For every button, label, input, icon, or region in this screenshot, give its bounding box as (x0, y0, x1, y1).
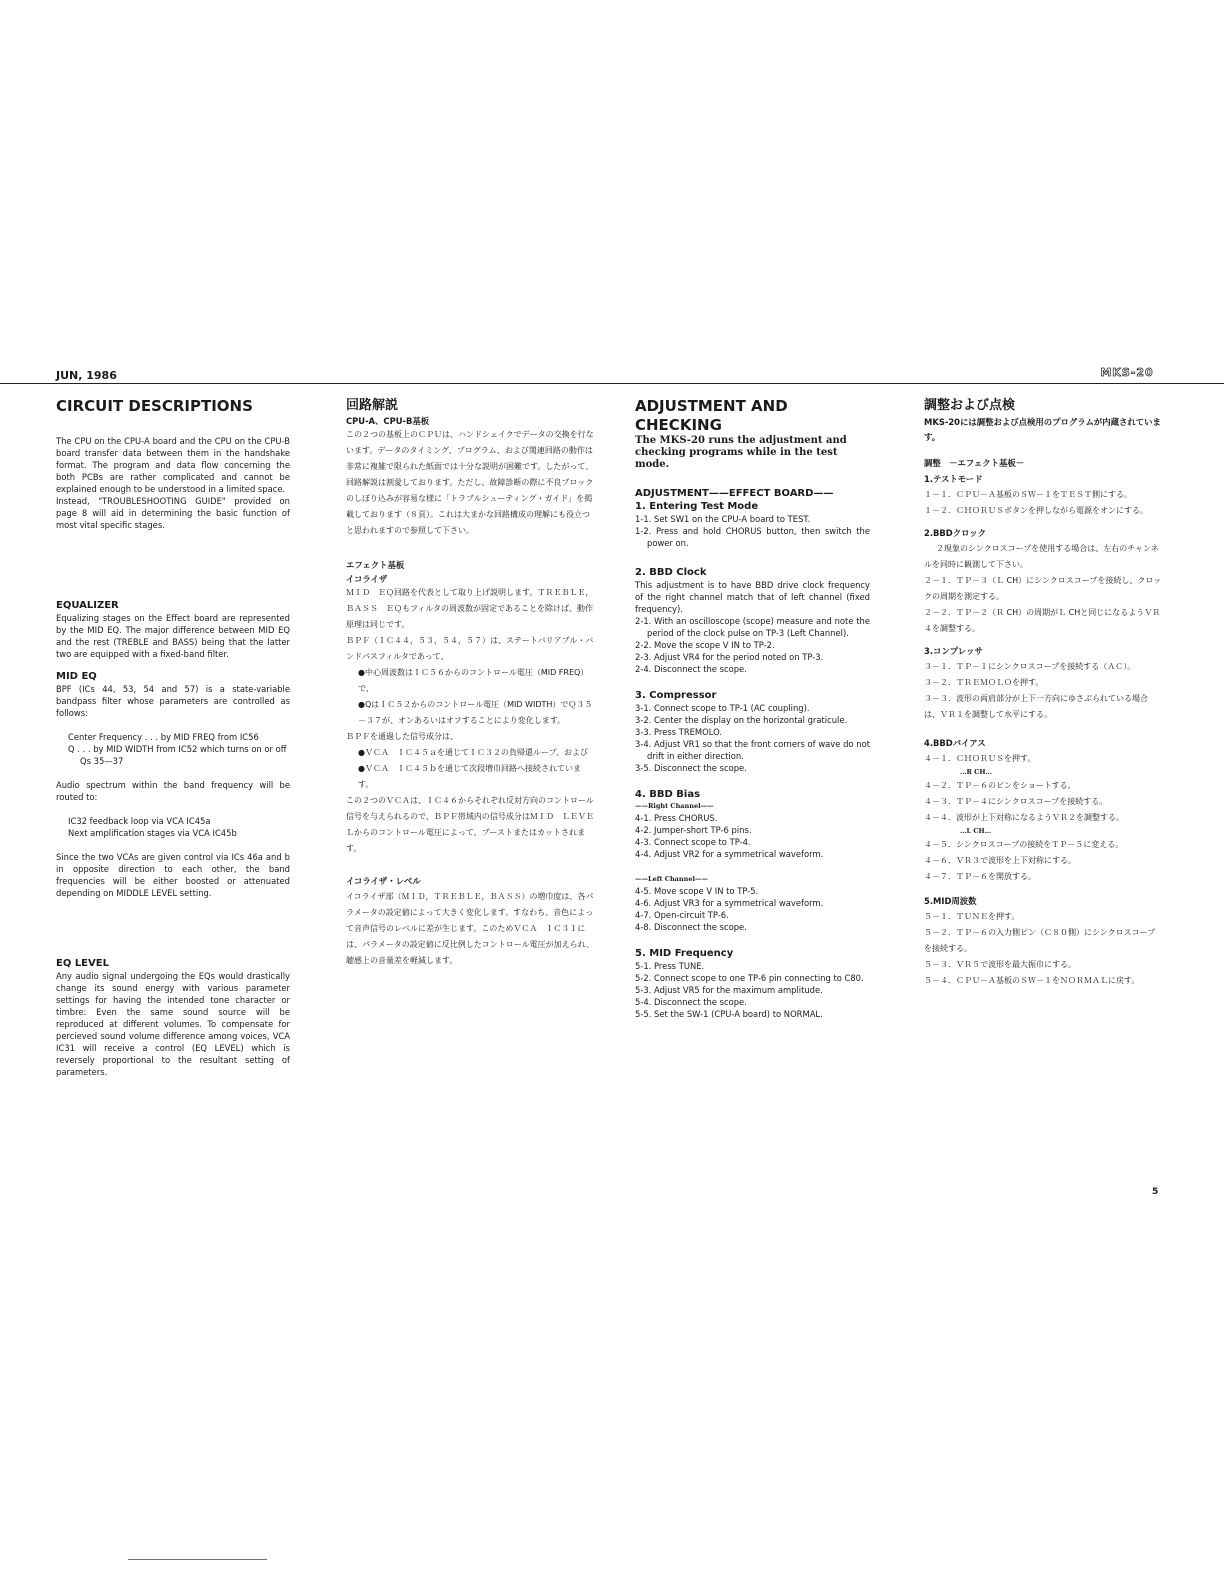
mid-eq-list-item: Q . . . by MID WIDTH from IC52 which turns on or off Qs 35—37 (68, 744, 287, 766)
circuit-descriptions-jp-column (346, 397, 596, 969)
step-item: 4-3. Connect scope to TP-4. (635, 837, 751, 847)
bbd-clock-paragraph: This adjustment is to have BBD drive clock frequency of the right channel match that of left channel (fixed frequency). (635, 580, 870, 614)
mid-eq-paragraph: BPF (ICs 44, 53, 54 and 57) is a state-variable bandpass filter whose parameters are controlled as follows: (56, 684, 290, 718)
step-item: 4-7. Open-circuit TP-6. (635, 910, 729, 920)
step-item: 2-3. Adjust VR4 for the period noted on TP-3. (635, 652, 824, 662)
equalizer-paragraph: Equalizing stages on the Effect board are represented by the MID EQ. The major difference between MID EQ and the rest (TREBLE and BASS) being that the latter two are equipped with a fixed-band filter. (56, 613, 290, 659)
step-item: 4-1. Press CHORUS. (635, 813, 718, 823)
bpf-jp-bullet: ●中心周波数はＩＣ５６からのコントロール電圧（MID FREQ）で、 (358, 668, 589, 693)
step-item: 4-5. Move scope V IN to TP-5. (635, 886, 759, 896)
vca-control-jp-paragraph: この２つのＶＣＡは、ＩＣ４６からそれぞれ反対方向のコントロール信号を与えられるので、ＢＰＦ帯域内の信号成分はＭＩＤ ＬＥＶＥＬからのコントロール電圧によって、ブーストまたはカットされます。 (346, 796, 594, 853)
cpu-boards-paragraph: この２つの基板上のＣＰＵは、ハンドシェイクでデータの交換を行ないます。データのタイミング、プログラム、および関連回路の動作は非常に複雑で限られた紙面では十分な説明が困難です。したがって、回路解説は割愛しております。ただし、故障診断の際に不良ブロックのしぼり込みが容易な様に「トラブルシューティング・ガイド」を掲載しております（８頁）。これは大まかな回路構成の理解にも役立つと思われますので参照して下さい。 (346, 430, 594, 535)
page-number: 5 (1152, 1187, 1159, 1197)
step-item: 5-4. Disconnect the scope. (635, 997, 747, 1007)
eq-level-jp-heading: イコライザ・レベル (346, 876, 421, 886)
mid-eq-list-item: Center Frequency . . . by MID FREQ from IC56 (68, 732, 259, 742)
eq-level-paragraph: Any audio signal undergoing the EQs would drastically change its sound energy with various parameter settings for having the intended tone character or timbre: Even the same sound source will be reproduced at different volumes. To compensate for percieved sound volume difference among voices, VCA IC31 will receive a control (EQ LEVEL) which is reversely proportional to the resultant setting of parameters. (56, 971, 290, 1077)
compressor-heading: 3. Compressor (635, 690, 717, 701)
step-item: 5-5. Set the SW-1 (CPU-A board) to NORMAL. (635, 1009, 823, 1019)
adjustment-jp-title: 調整および点検 (924, 398, 1016, 413)
step-item: 4-6. Adjust VR3 for a symmetrical waveform. (635, 898, 824, 908)
eq-level-jp-paragraph: イコライザ部（ＭＩＤ，ＴＲＥＢＬＥ，ＢＡＳＳ）の増巾度は、各パラメータの設定値によって大きく変化します。すなわち、音色によって音声信号のレベルに差が生じます。このためＶＣＡ ＩＣ３１には、パラメータの設定値に反比例したコントロール電圧が加えられ、聴感上の音量差を軽減します。 (346, 892, 595, 965)
step-item-jp: ５－３．ＶＲ５で波形を最大振巾にする。 (924, 960, 1076, 969)
step-item-jp: １－１．ＣＰＵ－Ａ基板のＳＷ－１をＴＥＳＴ側にする。 (924, 490, 1132, 499)
step-item: 1-1. Set SW1 on the CPU-A board to TEST. (635, 514, 811, 524)
audio-list-item: IC32 feedback loop via VCA IC45a (68, 816, 211, 826)
header-model-logo: MKS-20 (1100, 366, 1154, 379)
bbd-bias-jp-heading: 4.BBDバイアス (924, 738, 986, 748)
bbd-bias-heading: 4. BBD Bias (635, 789, 701, 800)
vca-jp-bullet: ●ＶＣＡ ＩＣ４５ｂを通じて次段増巾回路へ接続されています。 (358, 764, 581, 789)
step-item: 3-2. Center the display on the horizontal graticule. (635, 715, 848, 725)
step-item-jp: ４－５．シンクロスコープの接続をＴＰ－５に変える。 (924, 840, 1124, 849)
step-item-jp: ２－２．ＴＰ－２（Ｒ CH）の周期がＬ CHと同じになるようＶＲ４を調整する。 (924, 608, 1161, 633)
step-item-jp: ４－４．波形が上下対称になるようＶＲ２を調整する。 (924, 813, 1124, 822)
adjustment-column (635, 397, 870, 1020)
bpf-jp-bullet: ●QはＩＣ５２からのコントロール電圧（MID WIDTH）でＱ３５－３７が、オンあるいはオフすることにより変化します。 (358, 700, 593, 725)
step-item-jp: ４－６．ＶＲ３で波形を上下対称にする。 (924, 856, 1076, 865)
bbd-clock-jp-heading: 2.BBDクロック (924, 528, 987, 538)
compressor-jp-heading: 3.コンプレッサ (924, 646, 983, 656)
step-item-jp: ４－２．ＴＰ－６のピンをショートする。 (924, 781, 1076, 790)
vca-paragraph: Since the two VCAs are given control via ICs 46a and b in opposite direction to each other, the band frequencies will be either boosted or attenuated depending on MIDDLE LEVEL setting. (56, 852, 290, 898)
bpf-output-jp-paragraph: ＢＰＦを通過した信号成分は、 (346, 732, 458, 741)
step-item-jp: ５－２．ＴＰ－６の入力側ピン（Ｃ８０側）にシンクロスコープを接続する。 (924, 928, 1156, 953)
effect-board-jp-heading: 調整 －エフェクト基板－ (924, 458, 1025, 468)
step-item-jp: ５－４．ＣＰＵ－Ａ基板のＳＷ－１をＮＯＲＭＡＬに戻す。 (924, 976, 1140, 985)
step-item: 4-4. Adjust VR2 for a symmetrical waveform. (635, 849, 824, 859)
audio-paragraph: Audio spectrum within the band frequency will be routed to: (56, 780, 290, 802)
step-item-jp: ３－１．ＴＰ－１にシンクロスコープを接続する（ＡＣ）。 (924, 662, 1136, 671)
effect-board-heading: ADJUSTMENT——EFFECT BOARD—— (635, 488, 834, 499)
step-item: 4-2. Jumper-short TP-6 pins. (635, 825, 752, 835)
equalizer-heading: EQUALIZER (56, 600, 119, 611)
circuit-descriptions-title: CIRCUIT DESCRIPTIONS (56, 397, 253, 415)
step-item: 2-4. Disconnect the scope. (635, 664, 747, 674)
step-item: 5-3. Adjust VR5 for the maximum amplitude. (635, 985, 823, 995)
right-channel-jp-label: …R CH… (960, 768, 992, 776)
right-channel-label: ——Right Channel—— (635, 802, 714, 810)
adjustment-jp-lead: MKS-20には調整および点検用のプログラムが内蔵されています。 (924, 417, 1161, 442)
test-mode-heading: 1. Entering Test Mode (635, 501, 759, 512)
bbd-clock-jp-paragraph: ２現象のシンクロスコープを使用する場合は、左右のチャンネルを同時に観測して下さい。 (924, 544, 1159, 569)
cpu-boards-subheading: CPU-A、CPU-B基板 (346, 416, 430, 426)
header-date: JUN, 1986 (56, 369, 117, 382)
adjustment-title: ADJUSTMENT AND CHECKING (635, 397, 788, 434)
step-item: 1-2. Press and hold CHORUS button, then switch the power on. (635, 526, 870, 548)
intro-paragraph: The CPU on the CPU-A board and the CPU on the CPU-B board transfer data between them in the handshake format. The program and data flow concerning the both PCBs are rather complicated and cannot be explained enough to be understood in a limited space. (56, 436, 290, 494)
step-item: 2-1. With an oscilloscope (scope) measure and note the period of the clock pulse on TP-3 (Left Channel). (635, 616, 870, 638)
step-item-jp: １－２．ＣＨＯＲＵＳボタンを押しながら電源をオンにする。 (924, 506, 1148, 515)
circuit-descriptions-jp-title: 回路解説 (346, 398, 399, 413)
adjustment-lead: The MKS-20 runs the adjustment and checking programs while in the test mode. (635, 435, 847, 470)
footer-link-underline (128, 1559, 267, 1560)
left-channel-label: ——Left Channel—— (635, 875, 708, 883)
bpf-jp-paragraph: ＢＰＦ（ＩＣ４４，５３，５４，５７）は、ステートバリアブル・バンドパスフィルタであって、 (346, 636, 594, 661)
step-item-jp: ４－１．ＣＨＯＲＵＳを押す。 (924, 754, 1036, 763)
audio-list-item: Next amplification stages via VCA IC45b (68, 828, 237, 838)
step-item: 5-2. Connect scope to one TP-6 pin connecting to C80. (635, 973, 864, 983)
left-channel-jp-label: …L CH… (960, 827, 992, 835)
mid-frequency-heading: 5. MID Frequency (635, 948, 734, 959)
circuit-descriptions-column (56, 397, 290, 1078)
step-item-jp: ４－７．ＴＰ－６を開放する。 (924, 872, 1036, 881)
step-item: 3-4. Adjust VR1 so that the front corners of wave do not drift in either direction. (635, 739, 870, 761)
test-mode-jp-heading: 1.テストモード (924, 474, 983, 484)
mid-eq-jp-paragraph: ＭＩＤ ＥＱ回路を代表として取り上げ説明します。ＴＲＥＢＬＥ，ＢＡＳＳ ＥＱもフィルタの周波数が固定であることを除けば、動作原理は同じです。 (346, 588, 594, 629)
step-item-jp: ５－１．ＴＵＮＥを押す。 (924, 912, 1020, 921)
effect-board-heading: エフェクト基板 (346, 560, 405, 570)
header-rule (0, 383, 1224, 384)
step-item: 2-2. Move the scope V IN to TP-2. (635, 640, 775, 650)
step-item-jp: ３－２．ＴＲＥＭＯＬＯを押す。 (924, 678, 1044, 687)
equalizer-jp-subheading: イコライザ (346, 574, 388, 584)
bbd-clock-heading: 2. BBD Clock (635, 567, 707, 578)
intro-paragraph-2: Instead, "TROUBLESHOOTING GUIDE" provided on page 8 will aid in determining the basic function of most vital specific stages. (56, 496, 290, 530)
mid-frequency-jp-heading: 5.MID周波数 (924, 896, 977, 906)
step-item: 3-3. Press TREMOLO. (635, 727, 723, 737)
step-item: 4-8. Disconnect the scope. (635, 922, 747, 932)
step-item: 3-1. Connect scope to TP-1 (AC coupling). (635, 703, 810, 713)
vca-jp-bullet: ●ＶＣＡ ＩＣ４５ａを通じてＩＣ３２の負帰還ループ、および (358, 748, 588, 757)
step-item-jp: ２－１．ＴＰ－３（Ｌ CH）にシンクロスコープを接続し、クロックの周期を測定する。 (924, 576, 1162, 601)
eq-level-heading: EQ LEVEL (56, 958, 109, 969)
mid-eq-heading: MID EQ (56, 671, 97, 682)
step-item-jp: ４－３．ＴＰ－４にシンクロスコープを接続する。 (924, 797, 1108, 806)
adjustment-jp-column (924, 397, 1162, 989)
step-item: 5-1. Press TUNE. (635, 961, 705, 971)
step-item-jp: ３－３．波形の両肩部分が上下一方向にゆさぶられている場合は、ＶＲ１を調整して水平にする。 (924, 694, 1148, 719)
step-item: 3-5. Disconnect the scope. (635, 763, 747, 773)
